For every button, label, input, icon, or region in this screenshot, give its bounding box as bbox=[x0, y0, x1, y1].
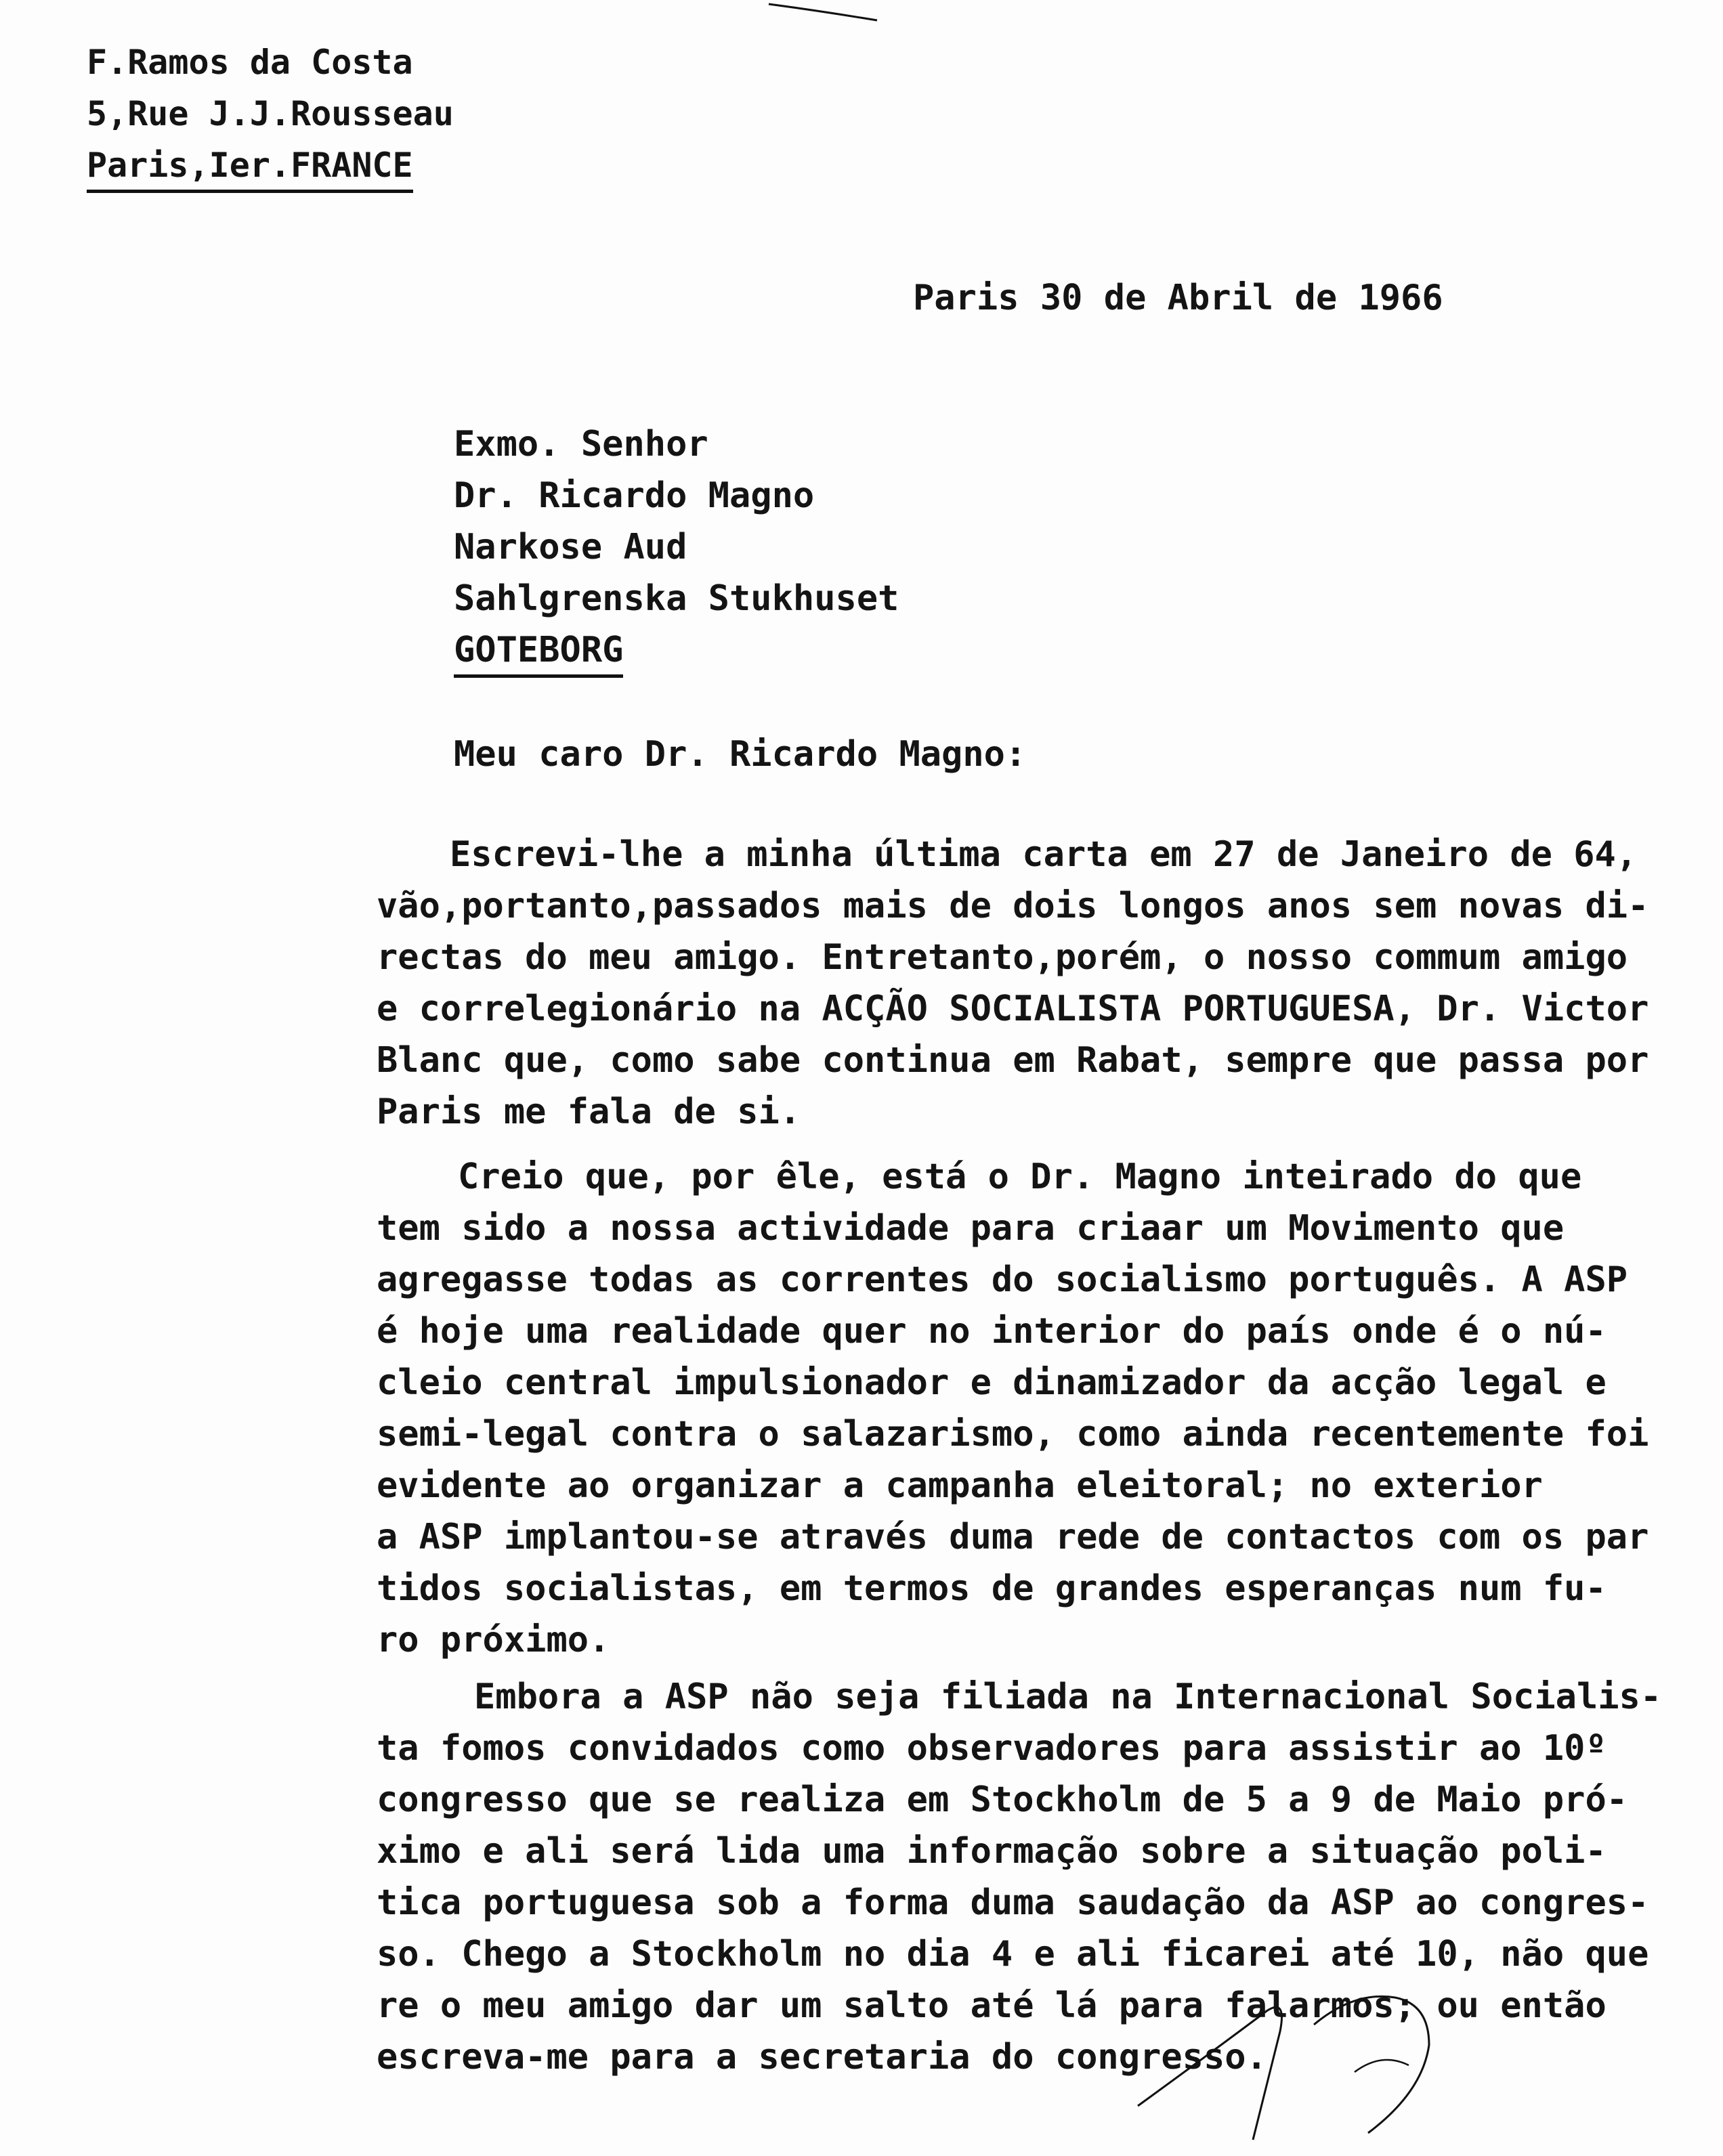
sender-city: Paris,Ier.FRANCE bbox=[87, 145, 413, 193]
body-line: Blanc que, como sabe continua em Rabat, sempre que passa por bbox=[377, 1040, 1649, 1081]
sender-street: 5,Rue J.J.Rousseau bbox=[87, 94, 454, 133]
body-line: evidente ao organizar a campanha eleitoral; no exterior bbox=[377, 1465, 1543, 1506]
date-line: Paris 30 de Abril de 1966 bbox=[913, 278, 1443, 318]
body-line: rectas do meu amigo. Entretanto,porém, o nosso commum amigo bbox=[377, 937, 1628, 978]
body-line: vão,portanto,passados mais de dois longos anos sem novas di- bbox=[377, 886, 1649, 926]
body-line: so. Chego a Stockholm no dia 4 e ali ficarei até 10, não que bbox=[377, 1934, 1649, 1975]
recipient-city: GOTEBORG bbox=[454, 630, 623, 678]
body-line: Embora a ASP não seja filiada na Internacional Socialis- bbox=[474, 1677, 1662, 1717]
body-line: tica portuguesa sob a forma duma saudação da ASP ao congres- bbox=[377, 1882, 1649, 1923]
body-line: tem sido a nossa actividade para criaar um Movimento que bbox=[377, 1208, 1565, 1249]
body-line: semi-legal contra o salazarismo, como ainda recentemente foi bbox=[377, 1414, 1649, 1454]
body-line: re o meu amigo dar um salto até lá para falarmos; ou então bbox=[377, 1985, 1607, 2026]
ink-mark bbox=[765, 0, 880, 23]
sender-name: F.Ramos da Costa bbox=[87, 43, 413, 82]
body-line: agregasse todas as correntes do socialismo português. A ASP bbox=[377, 1259, 1628, 1300]
body-line: a ASP implantou-se através duma rede de contactos com os par bbox=[377, 1517, 1649, 1557]
recipient-name: Dr. Ricardo Magno bbox=[454, 475, 815, 516]
body-line: ta fomos convidados como observadores para assistir ao 10º bbox=[377, 1728, 1607, 1769]
body-line: cleio central impulsionador e dinamizador da acção legal e bbox=[377, 1362, 1607, 1403]
body-line: e correlegionário na ACÇÃO SOCIALISTA PORTUGUESA, Dr. Victor bbox=[377, 989, 1649, 1029]
body-line: Escrevi-lhe a minha última carta em 27 de Janeiro de 64, bbox=[450, 834, 1638, 875]
body-line: congresso que se realiza em Stockholm de 5 a 9 de Maio pró- bbox=[377, 1780, 1628, 1820]
recipient-department: Narkose Aud bbox=[454, 527, 687, 567]
body-line: escreva-me para a secretaria do congresso. bbox=[377, 2037, 1267, 2077]
recipient-hospital: Sahlgrenska Stukhuset bbox=[454, 578, 899, 619]
greeting: Meu caro Dr. Ricardo Magno: bbox=[454, 734, 1027, 775]
body-line: tidos socialistas, em termos de grandes esperanças num fu- bbox=[377, 1568, 1607, 1609]
body-line: ximo e ali será lida uma informação sobre a situação poli- bbox=[377, 1831, 1607, 1872]
body-line: é hoje uma realidade quer no interior do país onde é o nú- bbox=[377, 1311, 1607, 1352]
body-line: Creio que, por êle, está o Dr. Magno inteirado do que bbox=[458, 1157, 1582, 1197]
body-line: Paris me fala de si. bbox=[377, 1092, 801, 1132]
recipient-title: Exmo. Senhor bbox=[454, 424, 708, 465]
body-line: ro próximo. bbox=[377, 1620, 610, 1660]
handwritten-scribble bbox=[1111, 1950, 1585, 2147]
